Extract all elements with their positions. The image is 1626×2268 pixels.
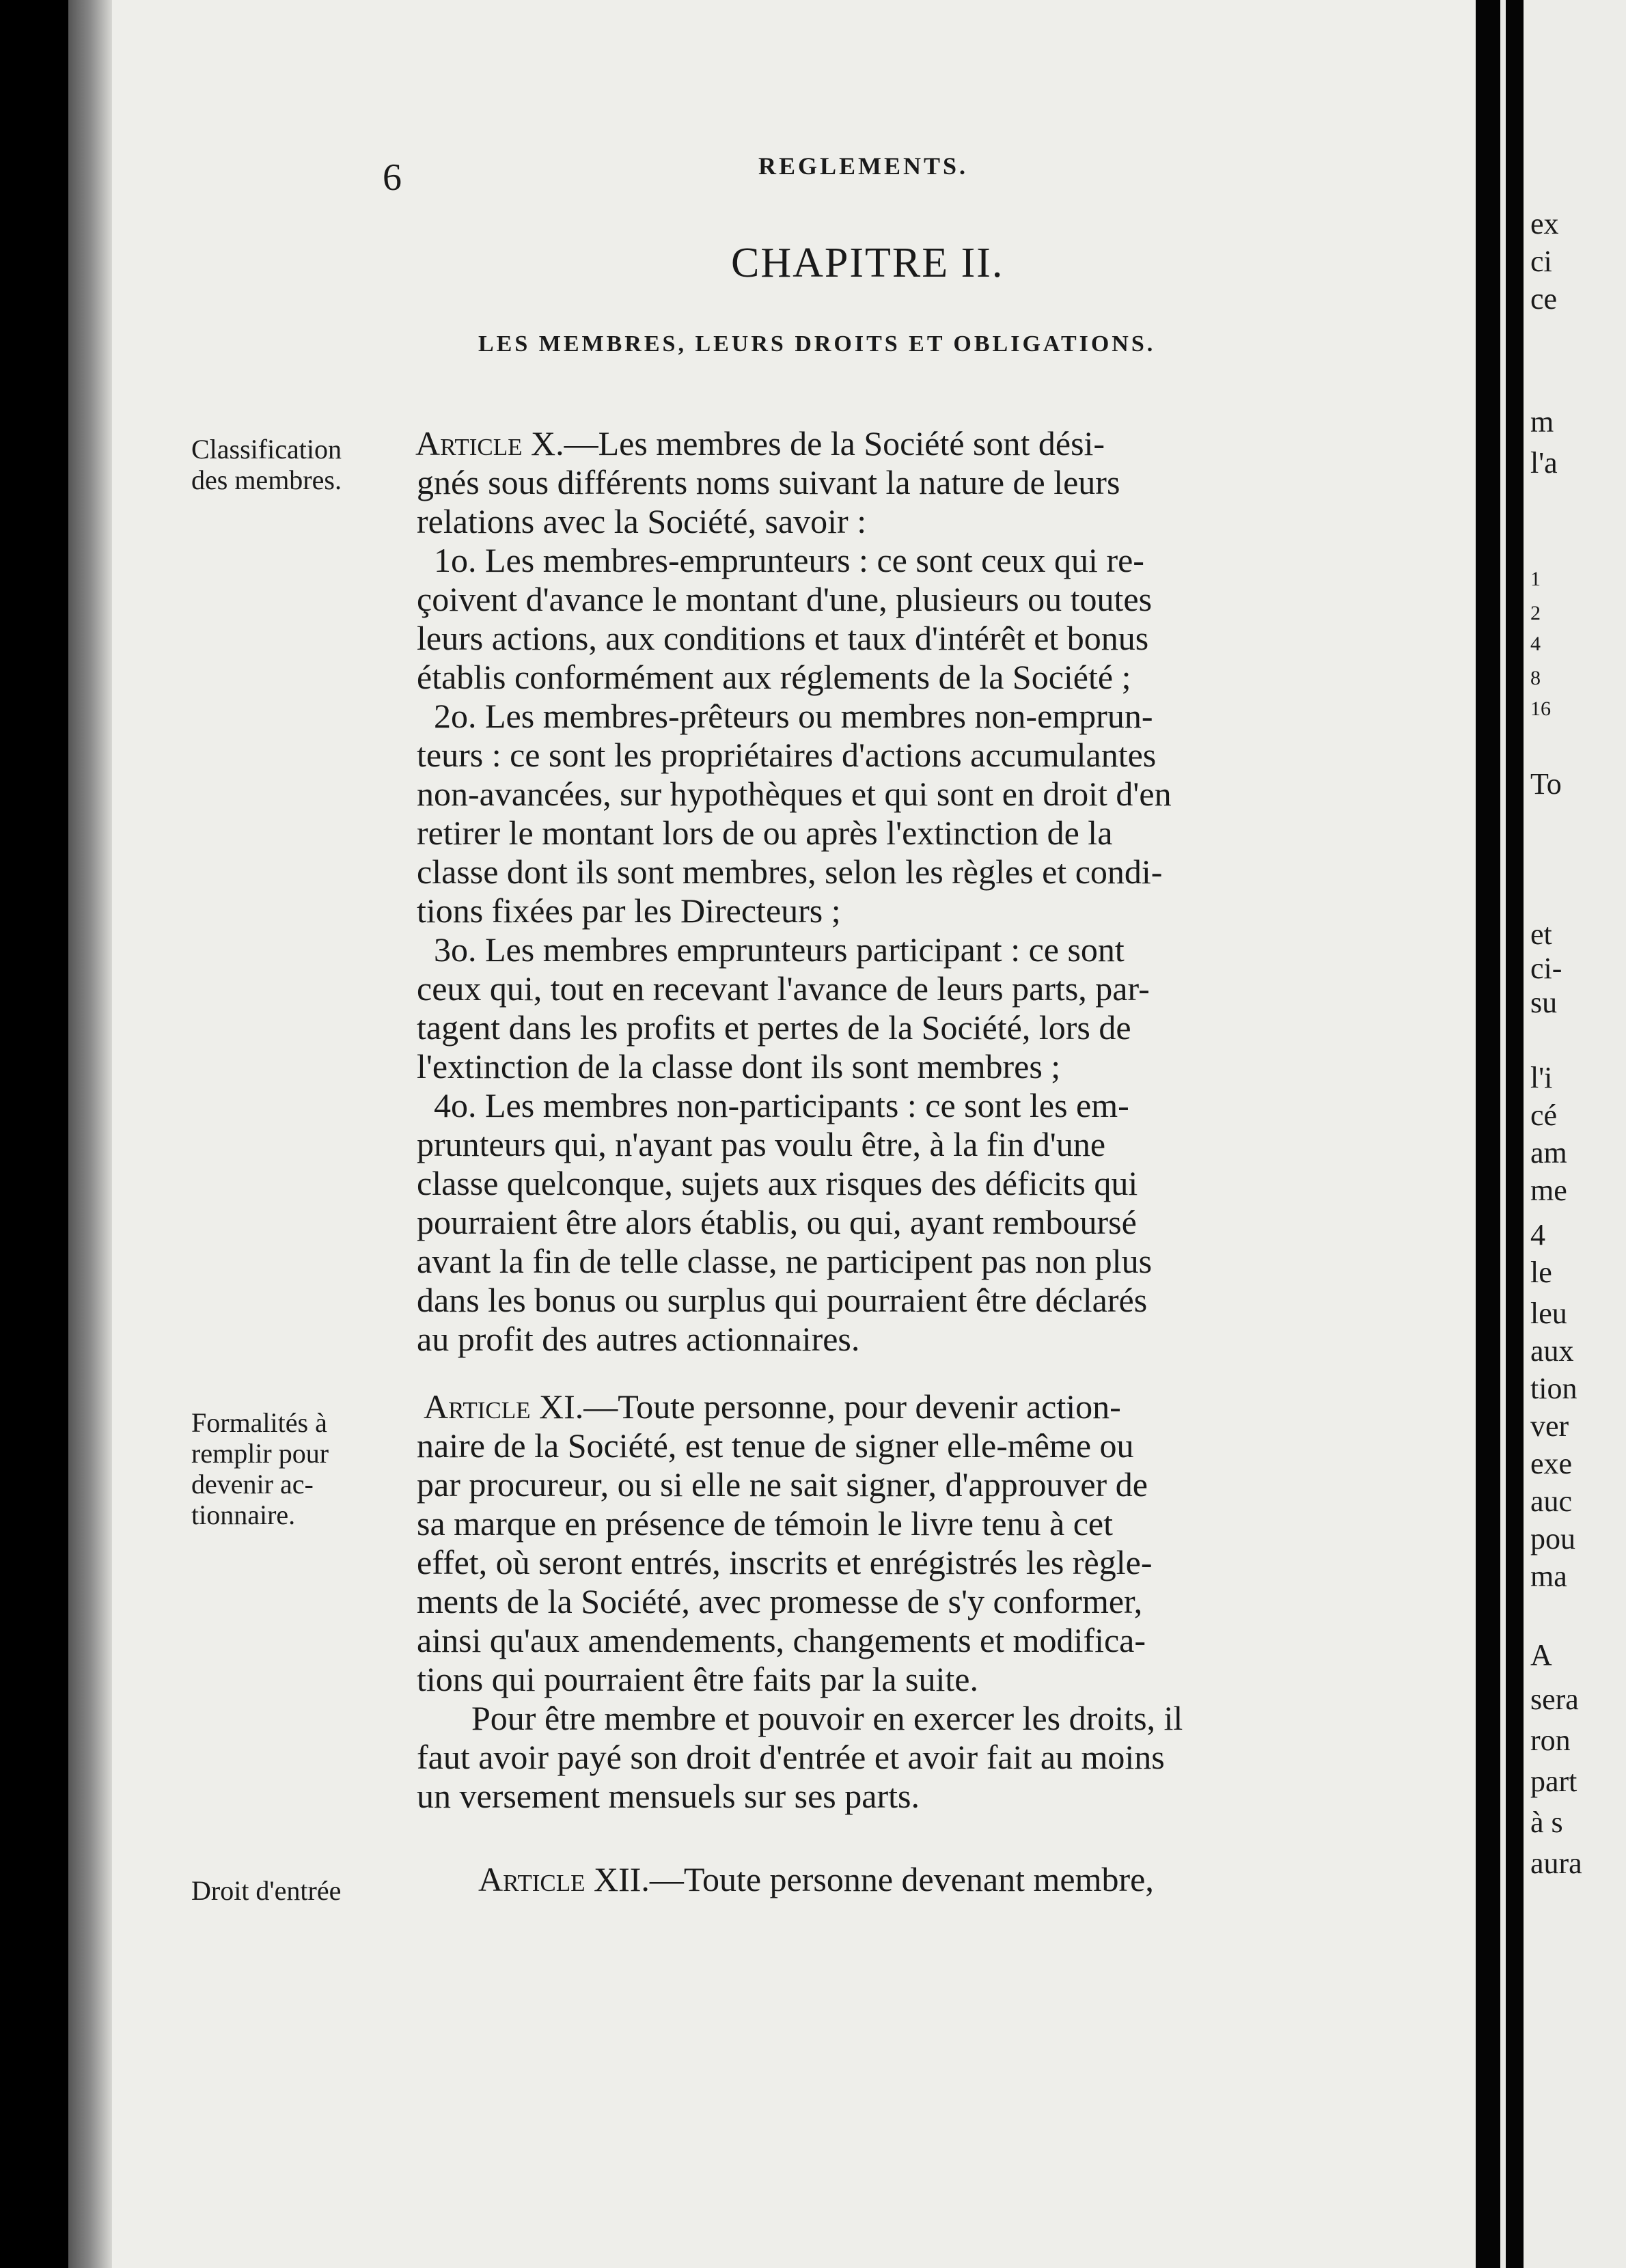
text-line: [417, 1504, 1113, 1543]
line-text: un versement mensuels sur ses parts.: [417, 1777, 920, 1815]
text-line: [417, 1241, 1152, 1281]
line-text: par procureur, ou si elle ne sait signer, d'approuver de: [417, 1465, 1148, 1504]
line-text: au profit des autres actionnaires.: [417, 1320, 860, 1358]
text-line: [417, 1047, 1060, 1086]
line-text: naire de la Société, est tenue de signer elle-même ou: [417, 1426, 1134, 1465]
book-gutter: [1476, 0, 1524, 2268]
next-page-text: ma: [1530, 1560, 1567, 1593]
line-text: ainsi qu'aux amendements, changements et modifica-: [417, 1621, 1146, 1659]
next-page-text: exe: [1530, 1447, 1573, 1480]
next-page-text: tion: [1530, 1372, 1577, 1405]
next-page-text: 4: [1530, 633, 1541, 655]
line-text: prunteurs qui, n'ayant pas voulu être, à la fin d'une: [417, 1125, 1106, 1163]
text-line: [417, 1319, 859, 1359]
text-line: [417, 1202, 1137, 1242]
next-page-text: 16: [1530, 697, 1551, 720]
next-page-text: su: [1530, 986, 1558, 1019]
next-page-text: ver: [1530, 1409, 1569, 1443]
chapter-title: CHAPITRE II.: [731, 240, 1004, 286]
article-label: Article: [424, 1387, 531, 1426]
text-line: [415, 424, 1105, 463]
line-text: dans les bonus ou surplus qui pourraient être déclarés: [417, 1281, 1148, 1319]
next-page-fragment: [1524, 0, 1626, 2268]
next-page-text: pou: [1530, 1522, 1575, 1555]
next-page-text: To: [1530, 767, 1562, 801]
text-line: [417, 1163, 1138, 1203]
text-line: [417, 579, 1152, 619]
line-text: XI.—Toute personne, pour devenir action-: [530, 1387, 1121, 1426]
text-line: [417, 1426, 1134, 1465]
margin-note-line: des membres.: [191, 465, 342, 495]
line-text: 2o. Les membres-prêteurs ou membres non-emprun-: [434, 697, 1153, 735]
next-page-text: l'i: [1530, 1061, 1553, 1094]
text-line: [434, 930, 1125, 969]
gutter-highlight: [1500, 0, 1506, 2268]
next-page-text: am: [1530, 1136, 1567, 1170]
text-line: [417, 1008, 1131, 1047]
next-page-text: 1: [1530, 568, 1541, 590]
next-page-text: le: [1530, 1256, 1552, 1289]
line-text: leurs actions, aux conditions et taux d'intérêt et bonus: [417, 619, 1149, 657]
line-text: relations avec la Société, savoir :: [417, 502, 867, 540]
page-edge-shadow: [68, 0, 112, 2268]
line-text: çoivent d'avance le montant d'une, plusieurs ou toutes: [417, 580, 1153, 618]
text-line: [424, 1387, 1121, 1426]
line-text: tions qui pourraient être faits par la suite.: [417, 1660, 978, 1698]
text-line: [417, 462, 1120, 502]
text-line: [417, 1465, 1148, 1504]
margin-note-line: Classification: [191, 434, 342, 465]
line-text: 4o. Les membres non-participants : ce sont les em-: [434, 1086, 1129, 1124]
article-label: Article: [415, 424, 523, 462]
text-line: [417, 969, 1150, 1008]
line-text: l'extinction de la classe dont ils sont membres ;: [417, 1047, 1061, 1085]
text-line: [417, 735, 1156, 775]
text-line: [417, 657, 1131, 697]
text-line: [434, 540, 1144, 580]
line-text: établis conformément aux réglements de la Société ;: [417, 658, 1131, 696]
next-page-text: 2: [1530, 602, 1541, 624]
text-line: [417, 618, 1148, 658]
next-page-text: 4: [1530, 1218, 1545, 1251]
next-page-text: sera: [1530, 1683, 1579, 1716]
line-text: 1o. Les membres-emprunteurs : ce sont ceux qui re-: [434, 541, 1144, 579]
next-page-text: ron: [1530, 1724, 1571, 1757]
running-head: REGLEMENTS.: [758, 152, 969, 180]
margin-note-line: tionnaire.: [191, 1499, 296, 1530]
line-text: teurs : ce sont les propriétaires d'actions accumulantes: [417, 736, 1157, 774]
line-text: effet, où seront entrés, inscrits et enrégistrés les règle-: [417, 1543, 1153, 1581]
text-line: [417, 891, 841, 930]
line-text: classe quelconque, sujets aux risques des déficits qui: [417, 1164, 1138, 1202]
margin-note-droit: [191, 1875, 427, 1906]
next-page-text: part: [1530, 1765, 1577, 1798]
text-line: [417, 1543, 1152, 1582]
text-line: [471, 1698, 1183, 1738]
line-text: pourraient être alors établis, ou qui, ayant remboursé: [417, 1203, 1137, 1241]
margin-note-line: devenir ac-: [191, 1469, 314, 1499]
next-page-text: cé: [1530, 1098, 1558, 1132]
next-page-text: ex: [1530, 207, 1559, 240]
next-page-text: ci-: [1530, 952, 1562, 985]
line-text: retirer le montant lors de ou après l'extinction de la: [417, 814, 1113, 852]
next-page-text: l'a: [1530, 446, 1558, 480]
text-line: [417, 1776, 920, 1816]
text-line: [417, 813, 1112, 853]
line-text: non-avancées, sur hypothèques et qui sont en droit d'en: [417, 775, 1172, 813]
text-line: [434, 696, 1153, 736]
margin-note-line: Formalités à: [191, 1407, 327, 1438]
line-text: tagent dans les profits et pertes de la Société, lors de: [417, 1008, 1131, 1047]
next-page-text: et: [1530, 917, 1552, 951]
text-line: [417, 1620, 1146, 1660]
text-line: [478, 1859, 1154, 1899]
margin-note-classification: [191, 434, 427, 495]
text-line: [417, 1124, 1105, 1164]
margin-note-line: remplir pour: [191, 1438, 329, 1469]
line-text: X.—Les membres de la Société sont dési-: [522, 424, 1105, 462]
section-title: LES MEMBRES, LEURS DROITS ET OBLIGATIONS.: [478, 331, 1156, 357]
text-line: [417, 852, 1162, 891]
line-text: Pour être membre et pouvoir en exercer les droits, il: [471, 1699, 1183, 1737]
line-text: ments de la Société, avec promesse de s'y conformer,: [417, 1582, 1143, 1620]
next-page-text: 8: [1530, 667, 1541, 689]
next-page-text: me: [1530, 1174, 1567, 1207]
next-page-text: à s: [1530, 1806, 1563, 1839]
line-text: classe dont ils sont membres, selon les règles et condi-: [417, 853, 1163, 891]
text-line: [417, 501, 866, 541]
next-page-text: ci: [1530, 245, 1552, 278]
text-line: [417, 1280, 1147, 1320]
line-text: sa marque en présence de témoin le livre tenu à cet: [417, 1504, 1113, 1543]
line-text: XII.—Toute personne devenant membre,: [585, 1860, 1154, 1898]
text-line: [417, 774, 1172, 814]
text-line: [434, 1085, 1129, 1125]
line-text: tions fixées par les Directeurs ;: [417, 891, 841, 930]
margin-note-formalites: [191, 1407, 424, 1530]
line-text: gnés sous différents noms suivant la nature de leurs: [417, 463, 1120, 501]
line-text: ceux qui, tout en recevant l'avance de leurs parts, par-: [417, 969, 1150, 1008]
next-page-text: aura: [1530, 1847, 1582, 1880]
line-text: 3o. Les membres emprunteurs participant : ce sont: [434, 930, 1125, 969]
line-text: faut avoir payé son droit d'entrée et avoir fait au moins: [417, 1738, 1165, 1776]
next-page-text: aux: [1530, 1334, 1574, 1368]
next-page-text: m: [1530, 405, 1554, 439]
margin-note-line: Droit d'entrée: [191, 1875, 342, 1906]
text-line: [417, 1659, 978, 1699]
text-line: [417, 1581, 1142, 1621]
line-text: avant la fin de telle classe, ne participent pas non plus: [417, 1242, 1153, 1280]
page-number: 6: [383, 156, 402, 199]
next-page-text: ce: [1530, 282, 1558, 316]
next-page-text: leu: [1530, 1297, 1567, 1330]
next-page-text: auc: [1530, 1484, 1573, 1518]
next-page-text: A: [1530, 1638, 1552, 1672]
article-label: Article: [478, 1860, 585, 1898]
text-line: [417, 1737, 1165, 1777]
